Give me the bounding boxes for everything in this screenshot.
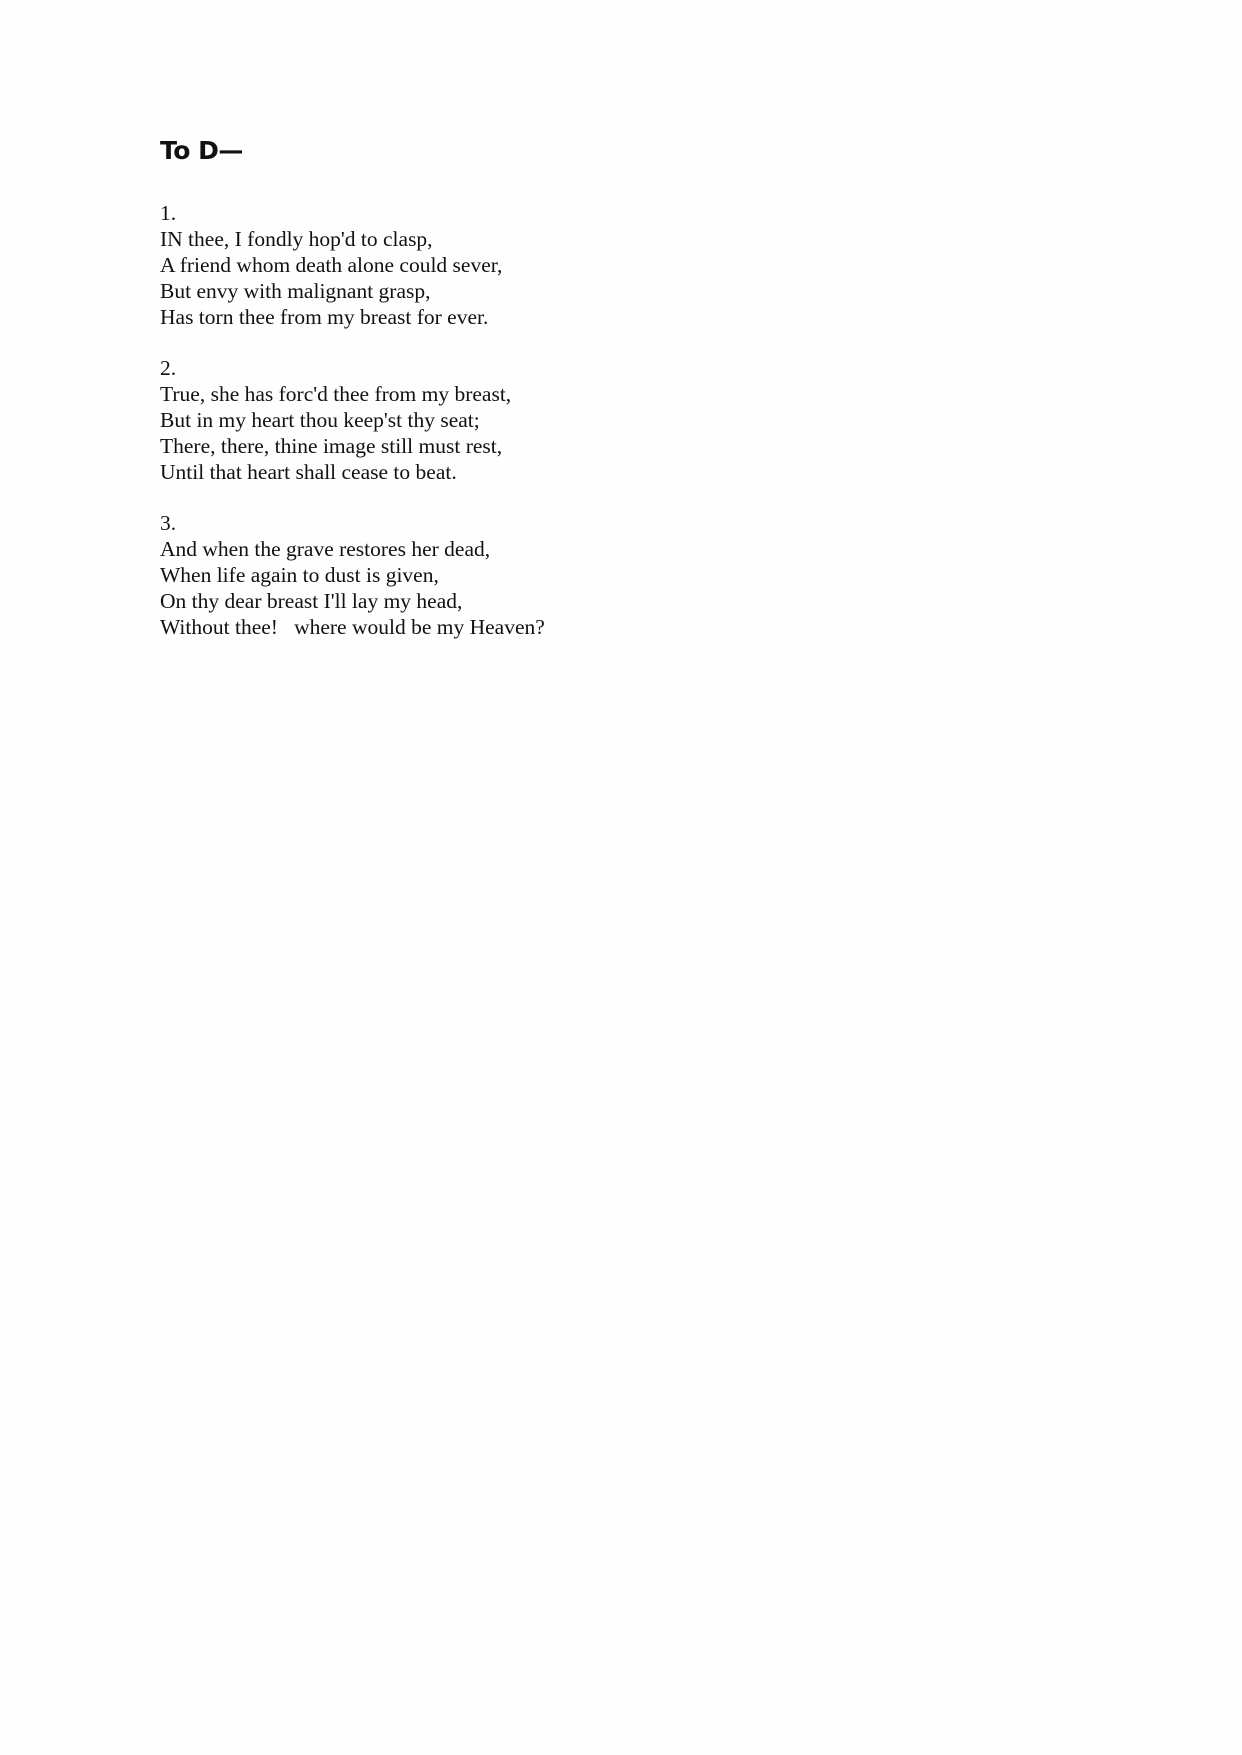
- poem-line: There, there, thine image still must rest,: [160, 434, 503, 458]
- poem-line: Until that heart shall cease to beat.: [160, 460, 457, 484]
- poem-line: When life again to dust is given,: [160, 563, 439, 587]
- poem-line: And when the grave restores her dead,: [160, 537, 491, 561]
- poem-line: Without thee! where would be my Heaven?: [160, 615, 545, 639]
- stanza-number: 2.: [160, 356, 177, 380]
- poem-body: [160, 134, 1060, 665]
- poem-line: But envy with malignant grasp,: [160, 279, 431, 303]
- poem-title: To D—: [160, 136, 243, 165]
- poem-line: A friend whom death alone could sever,: [160, 253, 503, 277]
- poem-line: But in my heart thou keep'st thy seat;: [160, 408, 480, 432]
- stanza-1: [160, 200, 1060, 330]
- poem-line: On thy dear breast I'll lay my head,: [160, 589, 463, 613]
- stanza-2: [160, 355, 1060, 485]
- poem-line: Has torn thee from my breast for ever.: [160, 305, 489, 329]
- stanza-number: 3.: [160, 511, 177, 535]
- poem-line: IN thee, I fondly hop'd to clasp,: [160, 227, 433, 251]
- stanza-number: 1.: [160, 201, 177, 225]
- poem-line: True, she has forc'd thee from my breast,: [160, 382, 512, 406]
- stanza-3: [160, 510, 1060, 640]
